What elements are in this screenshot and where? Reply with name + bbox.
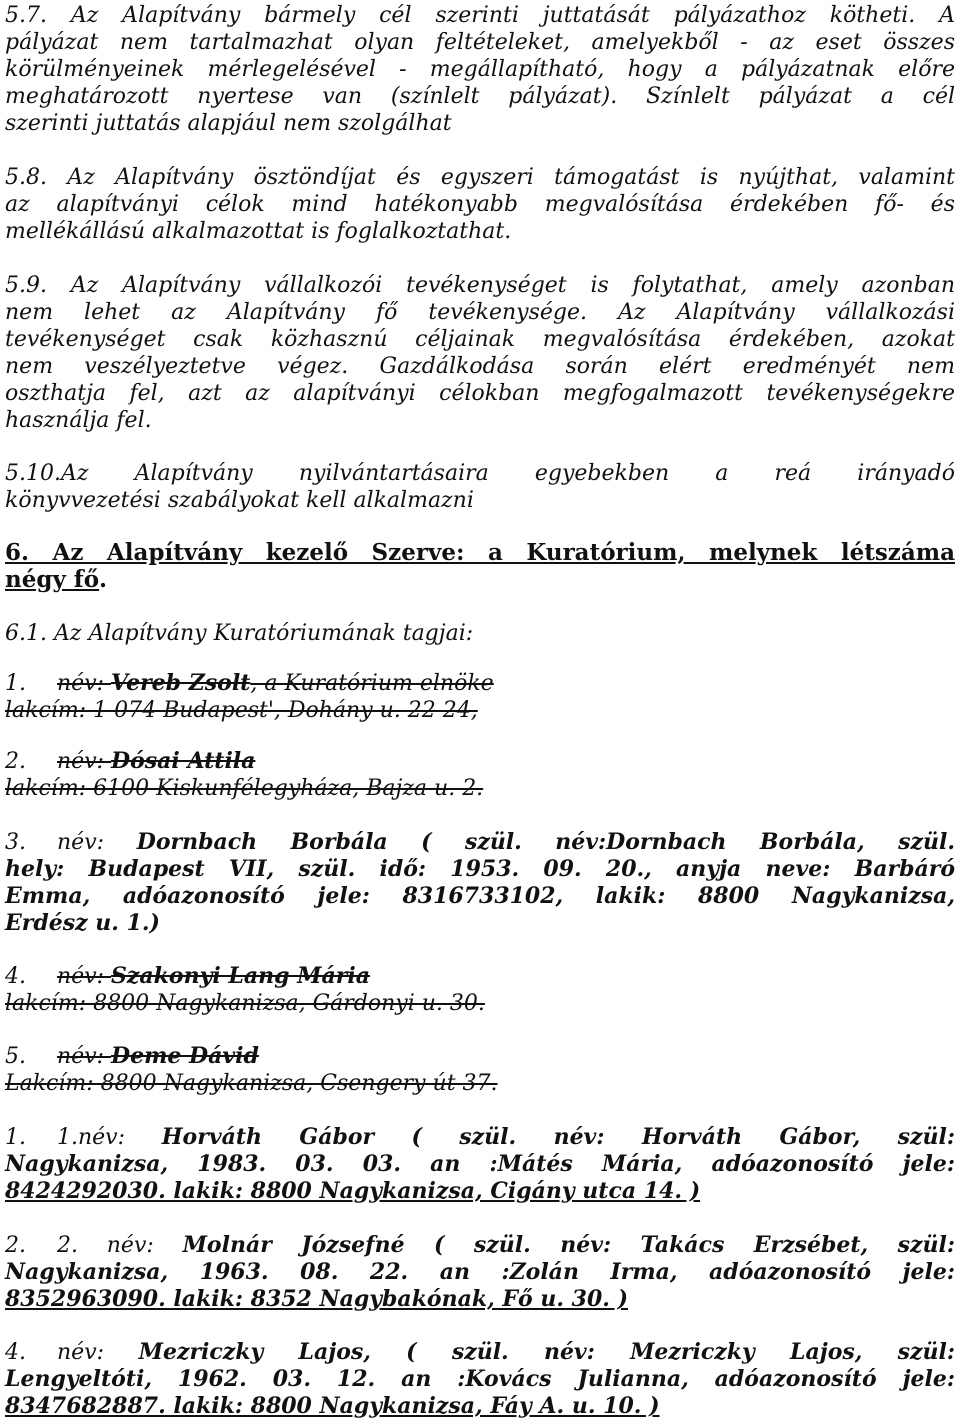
member-prefix: név: xyxy=(57,964,105,989)
member-1 xyxy=(5,670,955,724)
member-prefix: 2. név: xyxy=(57,1233,154,1258)
section-5-9-line: nem veszélyeztetve végez. Gazdálkodása során elért eredményét nem xyxy=(5,354,955,379)
member-detail-line: hely: Budapest VII, szül. idő: 1953. 09. 20., anyja neve: Barbáró xyxy=(5,856,955,882)
section-6-heading-line: 6. Az Alapítvány kezelő Szerve: a Kuratórium, melynek létszáma xyxy=(5,539,955,566)
member-detail-line: 8347682887. lakik: 8800 Nagykanizsa, Fáy A. u. 10. ) xyxy=(5,1393,660,1419)
member-prefix: név: xyxy=(57,671,105,696)
section-5-10-line: 5.10.Az Alapítvány nyilvántartásaira egyebekben a reá irányadó xyxy=(5,461,955,486)
section-6-1 xyxy=(5,620,955,647)
member-address: lakcím: 6100 Kiskunfélegyháza, Bajza u. 2. xyxy=(5,776,484,801)
section-5-10-line: könyvvezetési szabályokat kell alkalmazni xyxy=(5,488,474,513)
section-5-10 xyxy=(5,460,955,514)
member-number: 3. xyxy=(5,830,26,855)
member-name: Deme Dávid xyxy=(111,1043,259,1069)
section-5-7-line: körülményeinek mérlegelésével - megállapítható, hogy a pályázatnak előre xyxy=(5,57,955,82)
member-detail-line: 8352963090. lakik: 8352 Nagybakónak, Fő u. 30. ) xyxy=(5,1286,629,1312)
member-prefix: 1.név: xyxy=(57,1125,126,1150)
member-detail-line: Emma, adóazonosító jele: 8316733102, lakik: 8800 Nagykanizsa, xyxy=(5,883,955,909)
member-address: Lakcím: 8800 Nagykanizsa, Csengery út 37. xyxy=(5,1071,498,1096)
member-detail-line: Nagykanizsa, 1983. 03. 03. an :Mátés Mária, adóazonosító jele: xyxy=(5,1151,955,1177)
section-5-8 xyxy=(5,164,955,245)
section-6-heading-dot: . xyxy=(99,566,108,593)
member-2 xyxy=(5,748,955,802)
member-prefix: név: xyxy=(57,1340,105,1365)
member-3 xyxy=(5,829,955,937)
section-5-9 xyxy=(5,272,955,434)
section-5-8-line: 5.8. Az Alapítvány ösztöndíjat és egyszeri támogatást is nyújthat, valamint xyxy=(5,165,955,190)
section-5-9-line: tevékenységet csak közhasznú céljainak megvalósítása érdekében, azokat xyxy=(5,327,955,352)
new-member-2 xyxy=(5,1232,955,1313)
section-5-7-line: meghatározott nyertese van (színlelt pályázat). Színlelt pályázat a cél xyxy=(5,84,955,109)
member-detail-line: 8424292030. lakik: 8800 Nagykanizsa, Cigány utca 14. ) xyxy=(5,1178,701,1204)
section-6-heading xyxy=(5,539,955,593)
member-number: 1. xyxy=(5,671,26,696)
member-name: Szakonyi Lang Mária xyxy=(111,963,370,989)
member-number: 5. xyxy=(5,1044,26,1069)
section-6-heading-line: négy fő xyxy=(5,566,100,593)
section-5-8-line: mellékállású alkalmazottat is foglalkoztathat. xyxy=(5,219,512,244)
member-detail-line: Molnár Józsefné ( szül. név: Takács Erzsébet, szül: xyxy=(182,1232,955,1258)
member-number: 1. xyxy=(5,1125,26,1150)
section-5-9-line: használja fel. xyxy=(5,408,152,433)
new-member-3 xyxy=(5,1339,955,1420)
member-name: Dósai Attila xyxy=(111,748,256,774)
member-detail-line: Horváth Gábor ( szül. név: Horváth Gábor, szül: xyxy=(161,1124,955,1150)
member-address: lakcím: 1 074 Budapest', Dohány u. 22 24, xyxy=(5,698,478,723)
member-detail-line: Nagykanizsa, 1963. 08. 22. an :Zolán Irma, adóazonosító jele: xyxy=(5,1259,955,1285)
member-detail-line: Mezriczky Lajos, ( szül. név: Mezriczky Lajos, szül: xyxy=(138,1339,955,1365)
member-address: lakcím: 8800 Nagykanizsa, Gárdonyi u. 30. xyxy=(5,991,485,1016)
section-5-7-line: szerinti juttatás alapjául nem szolgálhat xyxy=(5,111,452,136)
member-prefix: név: xyxy=(57,749,105,774)
member-name: Vereb Zsolt xyxy=(111,670,251,696)
member-prefix: név: xyxy=(57,830,105,855)
section-5-7-line: 5.7. Az Alapítvány bármely cél szerinti juttatását pályázathoz kötheti. A xyxy=(5,3,955,28)
member-prefix: név: xyxy=(57,1044,105,1069)
member-detail-line: Lengyeltóti, 1962. 03. 12. an :Kovács Julianna, adóazonosító jele: xyxy=(5,1366,955,1392)
member-number: 4. xyxy=(5,964,26,989)
member-detail-line: Erdész u. 1.) xyxy=(5,910,160,936)
section-5-9-line: nem lehet az Alapítvány fő tevékenysége. Az Alapítvány vállalkozási xyxy=(5,300,955,325)
member-role: , a Kuratórium elnöke xyxy=(250,671,494,696)
member-number: 2. xyxy=(5,1233,26,1258)
member-number: 4. xyxy=(5,1340,26,1365)
member-number: 2. xyxy=(5,749,26,774)
section-5-9-line: oszthatja fel, azt az alapítványi célokban megfogalmazott tevékenységekre xyxy=(5,381,955,406)
member-5 xyxy=(5,1043,955,1097)
section-5-8-line: az alapítványi célok mind hatékonyabb megvalósítása érdekében fő- és xyxy=(5,192,955,217)
section-6-1-text: 6.1. Az Alapítvány Kuratóriumának tagjai: xyxy=(5,621,474,646)
section-5-7-line: pályázat nem tartalmazhat olyan feltételeket, amelyekből - az eset összes xyxy=(5,30,955,55)
member-4 xyxy=(5,963,955,1017)
member-detail-line: Dornbach Borbála ( szül. név:Dornbach Borbála, szül. xyxy=(136,829,956,855)
section-5-9-line: 5.9. Az Alapítvány vállalkozói tevékenységet is folytathat, amely azonban xyxy=(5,273,955,298)
new-member-1 xyxy=(5,1124,955,1205)
section-5-7 xyxy=(5,2,955,137)
